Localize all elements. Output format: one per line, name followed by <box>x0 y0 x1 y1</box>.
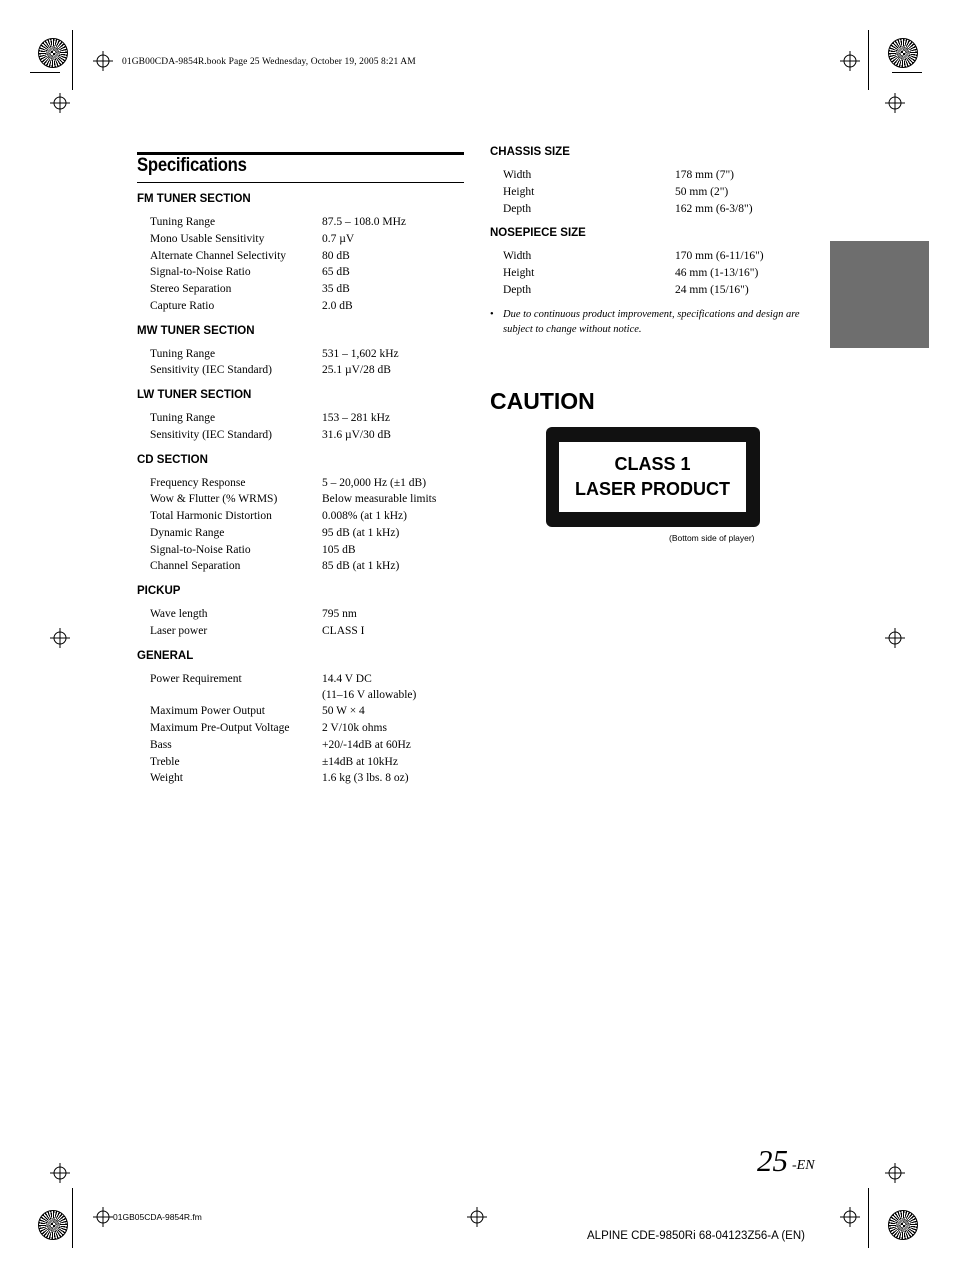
spec-value: 1.6 kg (3 lbs. 8 oz) <box>322 772 409 785</box>
spec-label: Weight <box>150 772 183 785</box>
book-header-line: 01GB00CDA-9854R.book Page 25 Wednesday, October 19, 2005 8:21 AM <box>122 57 416 67</box>
note-bullet: • <box>490 309 494 320</box>
page-title: Specifications <box>137 155 247 176</box>
spec-value: 80 dB <box>322 249 350 262</box>
crosshair-icon <box>840 51 860 71</box>
spec-label: Width <box>503 169 532 181</box>
spec-label: Signal-to-Noise Ratio <box>150 266 251 279</box>
spec-label: Wave length <box>150 608 208 620</box>
spec-label: Sensitivity (IEC Standard) <box>150 364 273 377</box>
spec-row <box>150 346 470 362</box>
label-position-note: (Bottom side of player) <box>669 533 755 543</box>
spec-value: 795 nm <box>322 608 357 620</box>
spec-row <box>503 167 823 183</box>
spec-row <box>150 508 470 524</box>
spec-label: Depth <box>503 283 532 296</box>
spec-label: Treble <box>150 755 180 768</box>
fm-file-line: 01GB05CDA-9854R.fm <box>113 1212 202 1222</box>
spec-row <box>150 671 470 687</box>
spec-value: 0.7 µV <box>322 232 355 245</box>
laser-label <box>559 442 746 512</box>
spec-label: Total Harmonic Distortion <box>150 510 272 522</box>
spec-value: 2.0 dB <box>322 299 353 312</box>
spec-value: 25.1 µV/28 dB <box>322 364 391 377</box>
spec-value: 178 mm (7") <box>675 169 734 181</box>
spec-value: CLASS I <box>322 624 365 637</box>
section-heading: GENERAL <box>137 649 194 662</box>
spec-value: 50 mm (2") <box>675 185 729 198</box>
spec-value: 2 V/10k ohms <box>322 722 387 734</box>
spec-row <box>150 754 470 770</box>
page-language-suffix: -EN <box>792 1158 815 1173</box>
spec-row <box>503 248 823 264</box>
spec-value: 35 dB <box>322 283 350 295</box>
section-heading: NOSEPIECE SIZE <box>490 227 586 240</box>
spec-label: Height <box>503 185 535 198</box>
spec-label: Channel Separation <box>150 560 241 573</box>
spec-row <box>150 525 470 541</box>
spec-value: 531 – 1,602 kHz <box>322 347 399 360</box>
spec-value: 105 dB <box>322 543 356 556</box>
side-tab <box>830 241 929 348</box>
spec-value: 153 – 281 kHz <box>322 412 391 424</box>
spec-value: 162 mm (6-3/8") <box>675 202 753 215</box>
spec-value: 95 dB (at 1 kHz) <box>322 526 400 539</box>
spec-row <box>150 687 470 703</box>
spec-label: Capture Ratio <box>150 299 215 312</box>
spec-label: Maximum Pre-Output Voltage <box>150 722 290 734</box>
section-heading: LW TUNER SECTION <box>137 389 252 401</box>
crosshair-icon <box>93 1207 113 1227</box>
spec-label: Wow & Flutter (% WRMS) <box>150 493 278 506</box>
spec-value: 170 mm (6-11/16") <box>675 250 764 263</box>
spec-label: Power Requirement <box>150 672 242 685</box>
spec-label: Stereo Separation <box>150 283 232 295</box>
spec-row <box>150 720 470 736</box>
spec-row <box>150 231 470 247</box>
spec-row <box>150 491 470 507</box>
spec-row <box>150 427 470 443</box>
spec-row <box>150 214 470 230</box>
spec-row <box>150 737 470 753</box>
spec-row <box>150 606 470 622</box>
registration-rosette-icon <box>888 1210 918 1240</box>
spec-row <box>150 558 470 574</box>
spec-value: ±14dB at 10kHz <box>322 755 398 768</box>
spec-value: 0.008% (at 1 kHz) <box>322 510 407 522</box>
crosshair-icon <box>885 1163 905 1183</box>
spec-value: 5 – 20,000 Hz (±1 dB) <box>322 476 427 489</box>
spec-value: 31.6 µV/30 dB <box>322 428 391 441</box>
laser-label-line1: CLASS 1 <box>614 454 691 474</box>
section-heading: FM TUNER SECTION <box>137 193 251 205</box>
spec-row <box>150 475 470 491</box>
laser-label-line2: LASER PRODUCT <box>574 479 730 499</box>
spec-value: (11–16 V allowable) <box>322 689 417 702</box>
title-underline <box>137 182 464 183</box>
spec-label: Maximum Power Output <box>150 705 265 718</box>
spec-label: Depth <box>503 202 532 215</box>
crosshair-icon <box>467 1207 487 1227</box>
spec-label: Sensitivity (IEC Standard) <box>150 428 273 441</box>
spec-value: 24 mm (15/16") <box>675 283 749 296</box>
section-heading: CHASSIS SIZE <box>490 146 570 158</box>
spec-label: Bass <box>150 738 172 751</box>
spec-value: 50 W × 4 <box>322 705 365 718</box>
section-heading: PICKUP <box>137 585 181 597</box>
spec-label: Tuning Range <box>150 412 216 424</box>
crosshair-icon <box>885 93 905 113</box>
spec-row <box>150 362 470 378</box>
crosshair-icon <box>50 93 70 113</box>
spec-label: Alternate Channel Selectivity <box>150 249 287 262</box>
spec-row <box>150 410 470 426</box>
spec-label: Width <box>503 250 532 263</box>
spec-label: Dynamic Range <box>150 526 225 539</box>
spec-label: Tuning Range <box>150 347 216 360</box>
model-footer: ALPINE CDE-9850Ri 68-04123Z56-A (EN) <box>587 1230 805 1242</box>
section-heading: CD SECTION <box>137 453 208 466</box>
crosshair-icon <box>50 628 70 648</box>
crosshair-icon <box>885 628 905 648</box>
spec-row <box>503 184 823 200</box>
crosshair-icon <box>50 1163 70 1183</box>
caution-heading: CAUTION <box>490 388 595 414</box>
spec-value: 87.5 – 108.0 MHz <box>322 216 407 228</box>
spec-value: +20/-14dB at 60Hz <box>322 738 411 751</box>
spec-value: 65 dB <box>322 266 350 279</box>
section-heading: MW TUNER SECTION <box>137 324 255 337</box>
spec-value: Below measurable limits <box>322 493 437 506</box>
spec-row <box>150 281 470 297</box>
spec-value: 14.4 V DC <box>322 672 372 685</box>
spec-row <box>150 542 470 558</box>
spec-label: Height <box>503 267 535 279</box>
spec-value: 46 mm (1-13/16") <box>675 267 759 279</box>
spec-row <box>503 282 823 298</box>
spec-label: Laser power <box>150 624 208 637</box>
spec-row <box>150 703 470 719</box>
spec-row <box>150 248 470 264</box>
registration-rosette-icon <box>38 38 68 68</box>
spec-label: Signal-to-Noise Ratio <box>150 543 251 556</box>
note-text: Due to continuous product improvement, specifications and design are subject to change without notice. <box>503 309 800 335</box>
spec-row <box>150 623 470 639</box>
spec-label: Tuning Range <box>150 216 216 228</box>
spec-row <box>503 265 823 281</box>
crosshair-icon <box>93 51 113 71</box>
registration-rosette-icon <box>38 1210 68 1240</box>
crosshair-icon <box>840 1207 860 1227</box>
spec-row <box>150 770 470 786</box>
spec-row <box>150 298 470 314</box>
spec-label: Mono Usable Sensitivity <box>150 232 265 245</box>
registration-rosette-icon <box>888 38 918 68</box>
spec-row <box>503 201 823 217</box>
spec-value: 85 dB (at 1 kHz) <box>322 560 400 573</box>
spec-label: Frequency Response <box>150 476 246 489</box>
page-number: 25 <box>757 1143 788 1178</box>
spec-row <box>150 264 470 280</box>
